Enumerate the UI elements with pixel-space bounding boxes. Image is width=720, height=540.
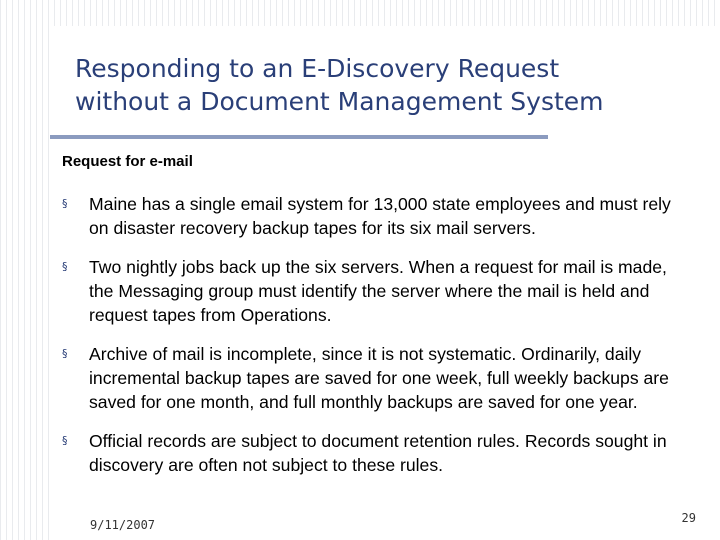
bullet-item (62, 342, 692, 414)
bullet-marker-icon: § (62, 347, 68, 360)
title-underline-rule (50, 135, 548, 139)
bullet-item (62, 192, 692, 240)
bullet-text: Archive of mail is incomplete, since it is not systematic. Ordinarily, daily incremental backup tapes are saved for one week, full weekly backups are saved for one month, and full monthly backups are saved for one year. (89, 344, 669, 412)
bullet-list (62, 192, 692, 492)
slide-title (75, 52, 705, 118)
bullet-marker-icon: § (62, 260, 68, 273)
subheading: Request for e-mail (62, 153, 193, 170)
bullet-text: Maine has a single email system for 13,000 state employees and must rely on disaster recovery backup tapes for its six mail servers. (89, 194, 671, 238)
bullet-item (62, 429, 692, 477)
bullet-text: Two nightly jobs back up the six servers. When a request for mail is made, the Messaging group must identify the server where the mail is held and request tapes from Operations. (89, 257, 667, 325)
footer-date: 9/11/2007 (90, 518, 156, 532)
bullet-marker-icon: § (62, 434, 68, 447)
title-line-2: without a Document Management System (75, 87, 604, 116)
page-number: 29 (681, 511, 696, 525)
bullet-text: Official records are subject to document retention rules. Records sought in discovery are often not subject to these rules. (89, 431, 667, 475)
bullet-marker-icon: § (62, 197, 68, 210)
bullet-item (62, 255, 692, 327)
title-line-1: Responding to an E-Discovery Request (75, 54, 560, 83)
